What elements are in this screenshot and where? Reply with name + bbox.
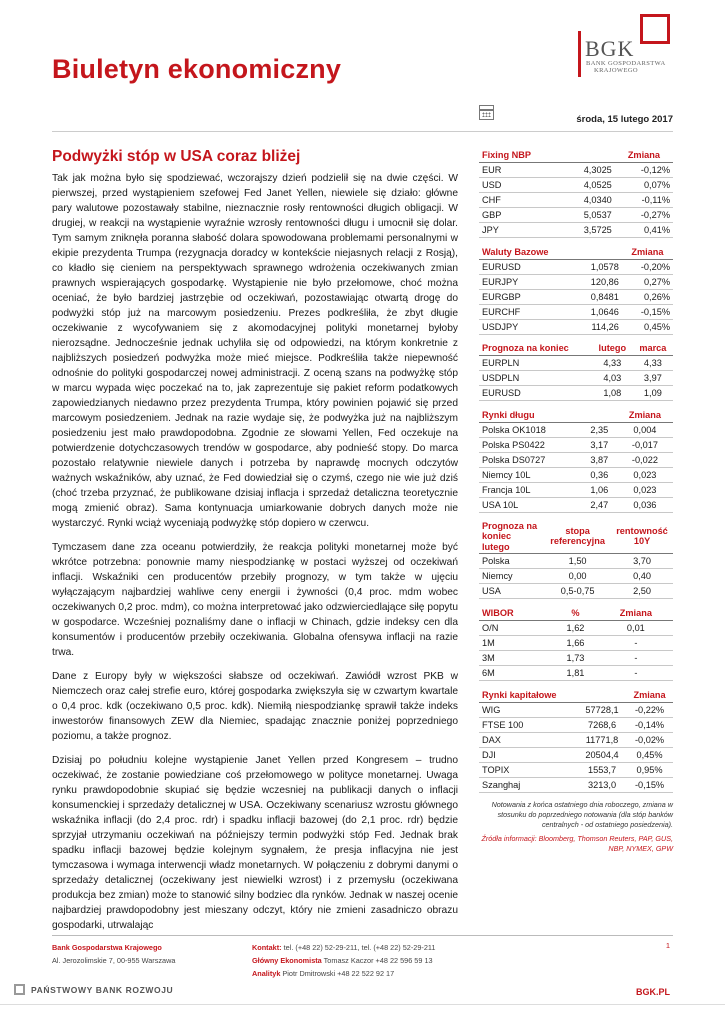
contact-phone: tel. (+48 22) 52-29-211, tel. (+48 22) 52-29-211 bbox=[283, 943, 436, 952]
table-cell: 0,004 bbox=[617, 422, 673, 437]
table-cell: 3,5725 bbox=[563, 223, 615, 238]
table-cell: - bbox=[599, 651, 673, 666]
table-row bbox=[479, 452, 673, 467]
table-row bbox=[479, 554, 673, 569]
table-cell: USD bbox=[479, 178, 563, 193]
table-row bbox=[479, 763, 673, 778]
table-cell: 1,0646 bbox=[576, 305, 622, 320]
footer-contacts bbox=[252, 941, 435, 980]
table-row bbox=[479, 482, 673, 497]
table-cell: EURCHF bbox=[479, 305, 576, 320]
table-header-cell: Zmiana bbox=[599, 606, 673, 621]
table-header-cell: Zmiana bbox=[626, 688, 673, 703]
table-cell: EURUSD bbox=[479, 260, 576, 275]
table-row bbox=[479, 320, 673, 335]
table-cell: -0,22% bbox=[626, 703, 673, 718]
table-cell: DAX bbox=[479, 733, 578, 748]
table-header-cell bbox=[576, 245, 622, 260]
table-row bbox=[479, 385, 673, 400]
table-cell: 0,40 bbox=[611, 569, 673, 584]
chief-label: Główny Ekonomista bbox=[252, 956, 322, 965]
table-cell: 6M bbox=[479, 666, 552, 681]
table-cell: Szanghaj bbox=[479, 778, 578, 793]
table-row bbox=[479, 636, 673, 651]
table-cell: - bbox=[599, 636, 673, 651]
table-header-cell: marca bbox=[633, 342, 673, 355]
table-header-cell: Fixing NBP bbox=[479, 148, 563, 163]
table-cell: -0,017 bbox=[617, 437, 673, 452]
table-cell: 0,45% bbox=[622, 320, 673, 335]
table-cell: DJI bbox=[479, 748, 578, 763]
table-cell: WIG bbox=[479, 703, 578, 718]
logo-text: BGK bbox=[585, 36, 635, 61]
table-row bbox=[479, 208, 673, 223]
table-cell: -0,02% bbox=[626, 733, 673, 748]
table-cell: 3,97 bbox=[633, 370, 673, 385]
table-row bbox=[479, 718, 673, 733]
table-cell: 1,73 bbox=[552, 651, 598, 666]
table-header-cell: Waluty Bazowe bbox=[479, 245, 576, 260]
table-header-cell: Zmiana bbox=[617, 408, 673, 423]
article-paragraph: Dzisiaj po południu kolejne wystąpienie Janet Yellen przed Kongresem – trudno oczekiwać, że zostanie powiedziane coś przełomowego w polityce monetarnej. Uwaga rynku prawdopodobnie skupiać się będzie wczesniej na publikacji danych o inflacji konsumenckiej i sprzedaży detalicznej w USA. Oczekiwany scenariusz wzrostu głównego wskaźnika inflacji (do 2,4 proc. rdr) i spadku inflacji bazowej (do 2,1 proc. rdr) będzie sprzyjał utrzymaniu oczekiwań na późniejszy termin podwyżki stóp Fed. Jednak brak spadku inflacji bazowej będzie kolejnym sygnałem, że presja inflacyjna nie jest tymczasowa i wymaga interwencji władz monetarnych. W połączeniu z dobrymi danymi o sprzedaży detalicznej (oczekiwany jest niewielki wzrost) i z przemysłu (oczekiwana produkcja bez zmian) może to stanowić silny bodziec dla rynków. Jednak w naszej ocenie najbardziej prawdopodobny jest mieszany odczyt, który nie zmieni zasadniczo obrazu gospodarki, utrwalając bbox=[52, 755, 458, 931]
footer-divider bbox=[52, 935, 673, 936]
table-cell: 1553,7 bbox=[578, 763, 626, 778]
table-cell: 1,08 bbox=[592, 385, 633, 400]
table-cell: 57728,1 bbox=[578, 703, 626, 718]
table-header-cell bbox=[582, 408, 617, 423]
forecast-end-table bbox=[479, 342, 673, 401]
table-cell: Polska bbox=[479, 554, 544, 569]
page-number: 1 bbox=[665, 941, 670, 950]
table-cell: 4,03 bbox=[592, 370, 633, 385]
table-cell: 1,81 bbox=[552, 666, 598, 681]
table-cell: 1M bbox=[479, 636, 552, 651]
table-cell: 7268,6 bbox=[578, 718, 626, 733]
table-header-cell: Rynki długu bbox=[479, 408, 582, 423]
pbr-square-icon bbox=[14, 984, 25, 995]
table-cell: Niemcy 10L bbox=[479, 467, 582, 482]
logo-square-icon bbox=[640, 14, 670, 44]
table-cell: EURUSD bbox=[479, 385, 592, 400]
table-row bbox=[479, 733, 673, 748]
analyst: Piotr Dmitrowski +48 22 522 92 17 bbox=[282, 969, 395, 978]
equity-table bbox=[479, 688, 673, 793]
table-header-cell: stopa referencyjna bbox=[544, 520, 611, 554]
table-header-cell: Prognoza na koniec lutego bbox=[479, 520, 544, 554]
table-cell: USDPLN bbox=[479, 370, 592, 385]
table-cell: EURJPY bbox=[479, 275, 576, 290]
table-cell: 0,41% bbox=[615, 223, 673, 238]
table-row bbox=[479, 193, 673, 208]
table-cell: USA 10L bbox=[479, 497, 582, 512]
table-cell: 120,86 bbox=[576, 275, 622, 290]
table-header-cell: % bbox=[552, 606, 598, 621]
table-cell: 5,0537 bbox=[563, 208, 615, 223]
table-cell: 0,36 bbox=[582, 467, 617, 482]
table-cell: 2,50 bbox=[611, 584, 673, 599]
table-header-cell: WIBOR bbox=[479, 606, 552, 621]
table-header-cell: Zmiana bbox=[615, 148, 673, 163]
table-cell: 0,27% bbox=[622, 275, 673, 290]
table-row bbox=[479, 703, 673, 718]
table-row bbox=[479, 748, 673, 763]
table-row bbox=[479, 275, 673, 290]
table-cell: Polska DS0727 bbox=[479, 452, 582, 467]
website-link[interactable]: BGK.PL bbox=[635, 987, 670, 997]
wibor-table bbox=[479, 606, 673, 681]
table-cell: 3,70 bbox=[611, 554, 673, 569]
table-cell: 114,26 bbox=[576, 320, 622, 335]
table-cell: 4,33 bbox=[592, 355, 633, 370]
contact-label: Kontakt: bbox=[252, 943, 282, 952]
table-row bbox=[479, 497, 673, 512]
table-header-cell: lutego bbox=[592, 342, 633, 355]
table-row bbox=[479, 437, 673, 452]
pbr-logo: PAŃSTWOWY BANK ROZWOJU bbox=[14, 984, 173, 995]
article-headline: Podwyżki stóp w USA coraz bliżej bbox=[52, 148, 301, 165]
table-cell: 3,17 bbox=[582, 437, 617, 452]
table-cell: 4,33 bbox=[633, 355, 673, 370]
table-row bbox=[479, 584, 673, 599]
header-divider bbox=[52, 131, 673, 132]
table-row bbox=[479, 621, 673, 636]
chief-economist: Tomasz Kaczor +48 22 596 59 13 bbox=[323, 956, 433, 965]
table-cell: 1,09 bbox=[633, 385, 673, 400]
table-cell: 0,00 bbox=[544, 569, 611, 584]
forecast-rates-table bbox=[479, 520, 673, 600]
bottom-divider bbox=[0, 1004, 725, 1005]
table-row bbox=[479, 223, 673, 238]
table-cell: 3213,0 bbox=[578, 778, 626, 793]
table-cell: 2,47 bbox=[582, 497, 617, 512]
table-row bbox=[479, 260, 673, 275]
sidebar-notes bbox=[479, 800, 673, 854]
table-cell: -0,022 bbox=[617, 452, 673, 467]
table-header-cell: Prognoza na koniec bbox=[479, 342, 592, 355]
table-cell: EUR bbox=[479, 163, 563, 178]
table-row bbox=[479, 651, 673, 666]
page-title: Biuletyn ekonomiczny bbox=[52, 54, 342, 84]
table-cell: 0,01 bbox=[599, 621, 673, 636]
table-cell: 0,45% bbox=[626, 748, 673, 763]
table-row bbox=[479, 422, 673, 437]
table-cell: USDJPY bbox=[479, 320, 576, 335]
table-cell: EURPLN bbox=[479, 355, 592, 370]
notes-text: Notowania z końca ostatniego dnia roboczego, zmiana w stosunku do poprzedniego notowania (dla stóp banków centralnych - od ostatniego posiedzenia). bbox=[491, 800, 673, 829]
table-cell: 3,87 bbox=[582, 452, 617, 467]
table-cell: -0,27% bbox=[615, 208, 673, 223]
table-row bbox=[479, 163, 673, 178]
table-cell: - bbox=[599, 666, 673, 681]
table-cell: -0,15% bbox=[622, 305, 673, 320]
fixing-table bbox=[479, 148, 673, 238]
table-cell: 20504,4 bbox=[578, 748, 626, 763]
table-row bbox=[479, 290, 673, 305]
table-header-cell bbox=[563, 148, 615, 163]
table-header-cell: rentowność 10Y bbox=[611, 520, 673, 554]
table-row bbox=[479, 355, 673, 370]
table-cell: JPY bbox=[479, 223, 563, 238]
date-label: środa, 15 lutego 2017 bbox=[576, 114, 673, 125]
table-row bbox=[479, 778, 673, 793]
table-cell: 0,036 bbox=[617, 497, 673, 512]
table-cell: 0,023 bbox=[617, 482, 673, 497]
table-cell: 1,0578 bbox=[576, 260, 622, 275]
table-row bbox=[479, 305, 673, 320]
article bbox=[52, 148, 458, 942]
table-cell: 0,26% bbox=[622, 290, 673, 305]
table-cell: 0,07% bbox=[615, 178, 673, 193]
table-cell: 1,62 bbox=[552, 621, 598, 636]
table-cell: USA bbox=[479, 584, 544, 599]
table-cell: Polska PS0422 bbox=[479, 437, 582, 452]
table-cell: 4,3025 bbox=[563, 163, 615, 178]
table-cell: Polska OK1018 bbox=[479, 422, 582, 437]
table-cell: 4,0525 bbox=[563, 178, 615, 193]
calendar-icon bbox=[479, 105, 494, 120]
table-cell: 0,8481 bbox=[576, 290, 622, 305]
article-paragraph: Tak jak można było się spodziewać, wczorajszy dzień podzielił się na dwie części. W pierwszej, przed wystąpieniem szefowej Fed Janet Yellen, niewiele się działo: główne pary walutowe pozostawały stabilne, nieznacznie rosły rentowności długich obligacji. W drugiej, w reakcji na wystąpienie wyraźnie wzrosły rentowności długu i umocnił się dolar. Tym samym zniknęła poranna słabość dolara spowodowana problemami personalnymi w ekipie prezydenta Trumpa (rezygnacja doradcy w kontekście niejasnych relacji z Rosją), co kładło się cieniem na perspektywach sprawnego wdrożenia oczekiwanych zmian prawnych wspierających gospodarkę. Wystąpienie nie było przełomowe, choć można oceniać, że było bardziej jastrzębie od oczekiwań, pozostawiając otwartą drogę do podwyżki stóp już na marcowym posiedzeniu. Prezes podkreśliła, że zbyt długie oczekiwanie z wycofywaniem się z akomodacyjnej polityki monetarnej byłoby nierozsądne. Jednocześnie jednak uchyliła się od odpowiedzi, na którym konkretnie z najbliższych posiedzeń podwyżka może mieć miejsce. Podkreśliła także niepewność odnośnie do polityki gospodarczej nowej administracji. Z oceną szans na podwyżkę stóp w marcu wypada więc poczekać na to, jak zaprezentuje się pakiet reform podatkowych zapowiedzianych niedawno przez prezydenta Trumpa, który powinien pojawić się przed marcowym posiedzeniem. Jednak na razie wydaje się, że podwyżka już na najbliższym posiedzeniu jest mało prawdopodobna. Zgodnie ze słowami Yellen, Fed oczekuje na potwierdzenie dotychczasowych trendów w gospodarce, aby podnieść stopy. Do marca pozostało relatywnie niewiele danych i potrzeba by naprawdę mocnych odczytów ważnych wskaźników, aby uznać, że Fed dowiedział się o czymś, czego nie wie już dziś (choć trzeba przyznać, że publikowane dzisiaj inflacja i sprzedaż detaliczna teoretycznie mogą zmienić obraz). Sama kontynuacja umiarkowanie dobrych danych może nie wystarczyć. Rynki wciąż wyceniają podwyżkę stóp dopiero w czerwcu. bbox=[52, 173, 458, 529]
fx-table bbox=[479, 245, 673, 335]
table-cell: Niemcy bbox=[479, 569, 544, 584]
table-cell: TOPIX bbox=[479, 763, 578, 778]
table-cell: 1,66 bbox=[552, 636, 598, 651]
table-cell: O/N bbox=[479, 621, 552, 636]
table-cell: -0,14% bbox=[626, 718, 673, 733]
table-cell: Francja 10L bbox=[479, 482, 582, 497]
table-header-cell: Rynki kapitałowe bbox=[479, 688, 578, 703]
table-cell: FTSE 100 bbox=[479, 718, 578, 733]
table-row bbox=[479, 569, 673, 584]
logo-bar bbox=[578, 31, 581, 77]
table-row bbox=[479, 370, 673, 385]
debt-table bbox=[479, 408, 673, 513]
table-cell: 0,5-0,75 bbox=[544, 584, 611, 599]
table-cell: CHF bbox=[479, 193, 563, 208]
table-cell: -0,11% bbox=[615, 193, 673, 208]
table-row bbox=[479, 467, 673, 482]
table-cell: 0,023 bbox=[617, 467, 673, 482]
table-header-cell bbox=[578, 688, 626, 703]
table-row bbox=[479, 666, 673, 681]
table-cell: 1,50 bbox=[544, 554, 611, 569]
footer-address bbox=[52, 941, 175, 967]
table-cell: 1,06 bbox=[582, 482, 617, 497]
logo-subtitle: BANK GOSPODARSTWA KRAJOWEGO bbox=[586, 60, 666, 74]
table-cell: 11771,8 bbox=[578, 733, 626, 748]
table-cell: -0,12% bbox=[615, 163, 673, 178]
table-cell: -0,20% bbox=[622, 260, 673, 275]
table-cell: -0,15% bbox=[626, 778, 673, 793]
table-cell: 4,0340 bbox=[563, 193, 615, 208]
table-row bbox=[479, 178, 673, 193]
market-sidebar bbox=[479, 148, 673, 854]
bank-name: Bank Gospodarstwa Krajowego bbox=[52, 943, 162, 952]
sources-text: Źródła informacji: Bloomberg, Thomson Reuters, PAP, GUS, NBP, NYMEX, GPW bbox=[481, 834, 673, 853]
table-header-cell: Zmiana bbox=[622, 245, 673, 260]
table-cell: 2,35 bbox=[582, 422, 617, 437]
article-paragraph: Dane z Europy były w większości słabsze od oczekiwań. Zawiódł wzrost PKB w Niemczech oraz całej strefie euro, której gospodarka zwiększyła się w czwartym kwartale o 0,4 proc. kdk (oczekiwano 0,5 proc. kdk). Niemiłą niespodziankę sprawił także indeks inwestorów finansowych ZEW dla Niemiec, spadając znacznie poniżej poprzedniego poziomu, a także prognoz. bbox=[52, 671, 458, 742]
table-cell: GBP bbox=[479, 208, 563, 223]
table-cell: 0,95% bbox=[626, 763, 673, 778]
table-cell: EURGBP bbox=[479, 290, 576, 305]
analyst-label: Analityk bbox=[252, 969, 281, 978]
address: Al. Jerozolimskie 7, 00-955 Warszawa bbox=[52, 956, 176, 965]
article-paragraph: Tymczasem dane zza oceanu potwierdziły, że reakcja polityki monetarnej może być wkrótce potrzebna: ponownie mamy niespodziankę w postaci wyższej od oczekiwań inflacji. Wskaźniki cen producentów przebiły prognozy, w tym także w ujęciu wyłączającym najbardziej wahliwe ceny energii i żywności (0,4 proc. mdm wobec oczekiwanych 0,2 proc. mdm), co można interpretować jako odzwierciedlające siłę popytu w gospodarce. Wcześniej poznaliśmy dane o inflacji w Chinach, gdzie indeksy cen dla konsumentów i producentów przebiły oczekiwania. Globalna ofensywa inflacji na razie trwa. bbox=[52, 542, 458, 658]
table-cell: 3M bbox=[479, 651, 552, 666]
